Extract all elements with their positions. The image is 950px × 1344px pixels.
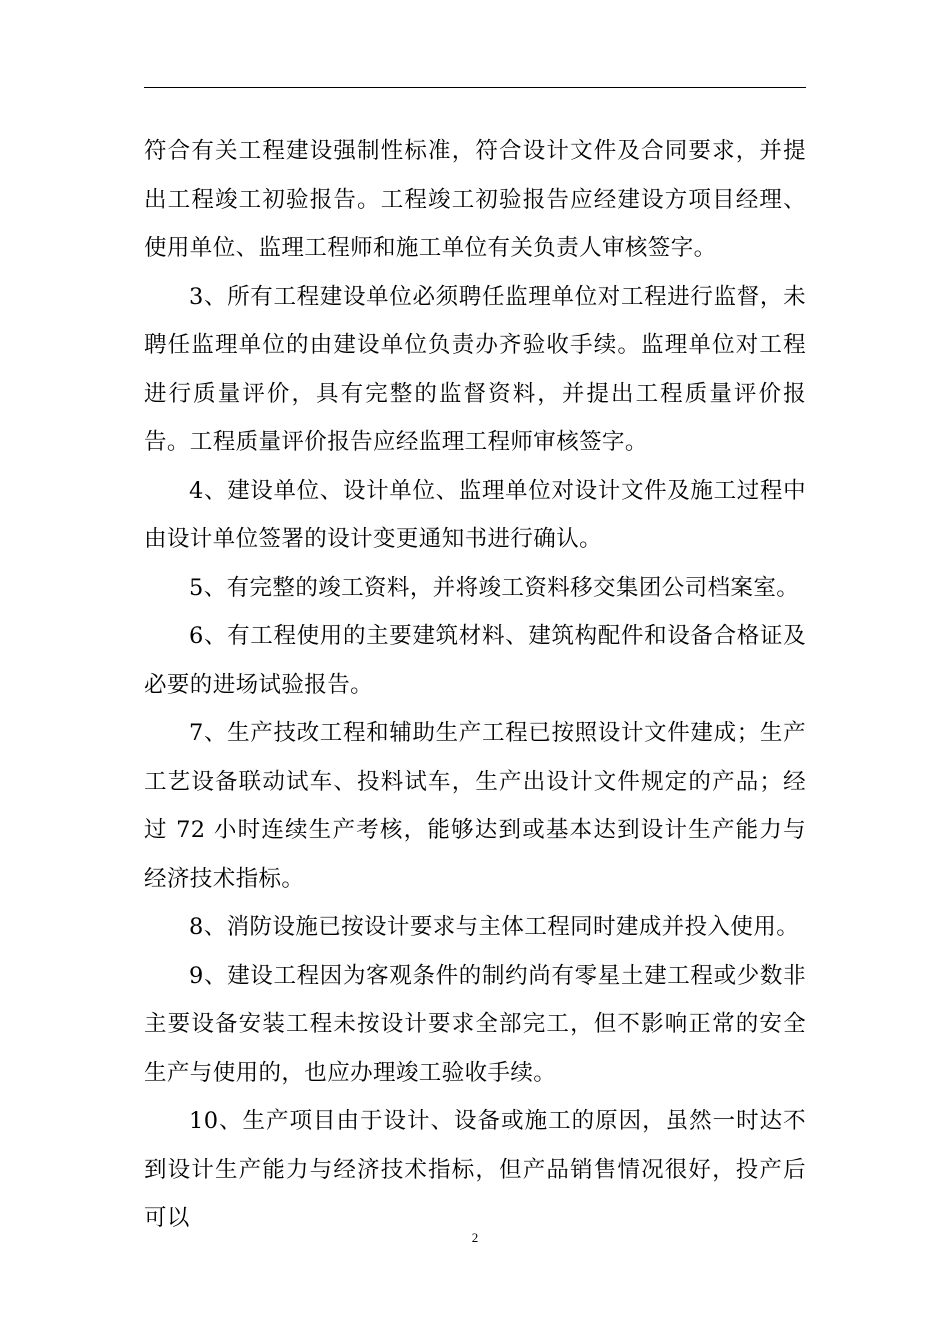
- paragraph-item-4: 4、建设单位、设计单位、监理单位对设计文件及施工过程中由设计单位签署的设计变更通知书进行确认。: [144, 477, 806, 552]
- paragraph-item-8: 8、消防设施已按设计要求与主体工程同时建成并投入使用。: [189, 914, 800, 940]
- page-number: 2: [471, 1230, 479, 1245]
- paragraph-item-7: 7、生产技改工程和辅助生产工程已按照设计文件建成；生产工艺设备联动试车、投料试车，生产出设计文件规定的产品；经过 72 小时连续生产考核，能够达到或基本达到设计生产能力与经济技术指标。: [144, 720, 806, 892]
- paragraph-item-6: 6、有工程使用的主要建筑材料、建筑构配件和设备合格证及必要的进场试验报告。: [144, 623, 806, 698]
- paragraph-item-9: 9、建设工程因为客观条件的制约尚有零星土建工程或少数非主要设备安装工程未按设计要求全部完工，但不影响正常的安全生产与使用的，也应办理竣工验收手续。: [144, 962, 806, 1086]
- header-rule: [144, 87, 806, 88]
- paragraph-item-10: 10、生产项目由于设计、设备或施工的原因，虽然一时达不到设计生产能力与经济技术指标，但产品销售情况很好，投产后可以: [144, 1108, 806, 1231]
- paragraph-item-3: 3、所有工程建设单位必须聘任监理单位对工程进行监督，未聘任监理单位的由建设单位负责办齐验收手续。监理单位对工程进行质量评价，具有完整的监督资料，并提出工程质量评价报告。工程质量评价报告应经监理工程师审核签字。: [144, 283, 806, 455]
- document-body: [144, 127, 806, 1243]
- paragraph-continuation: 符合有关工程建设强制性标准，符合设计文件及合同要求，并提出工程竣工初验报告。工程竣工初验报告应经建设方项目经理、使用单位、监理工程师和施工单位有关负责人审核签字。: [144, 138, 806, 261]
- paragraph-item-5: 5、有完整的竣工资料，并将竣工资料移交集团公司档案室。: [189, 574, 800, 601]
